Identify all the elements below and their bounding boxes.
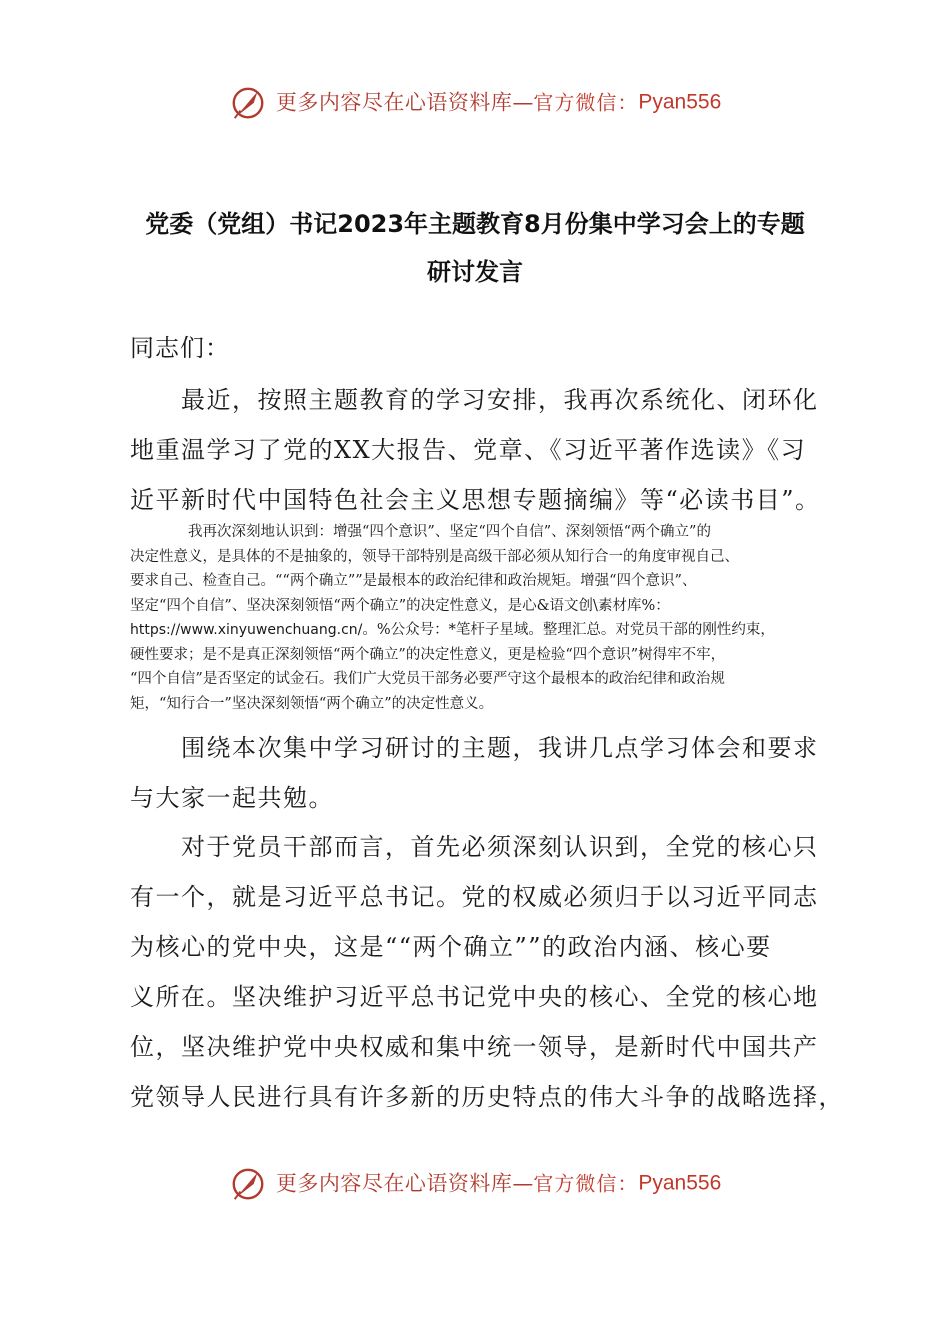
paragraph-line: 近平新时代中国特色社会主义思想专题摘编》等“必读书目”。 <box>130 486 821 514</box>
banner-wechat-label: 官方微信： <box>533 90 639 115</box>
small-line-rest: 。%公众号：*笔杆子星域。整理汇总。对党员干部的刚性约束， <box>362 622 775 638</box>
banner-dash: — <box>512 1171 534 1196</box>
small-line: 坚定“四个自信”、坚决深刻领悟“两个确立”的决定性意义，是心&语文创\素材库%： <box>130 597 670 614</box>
small-line <box>130 618 840 643</box>
paragraph-3 <box>130 723 832 823</box>
paragraph-line: 对于党员干部而言，首先必须深刻认识到，全党的核心只 <box>130 833 819 861</box>
title-line-2: 研讨发言 <box>427 258 523 286</box>
quill-pen-icon <box>229 84 267 122</box>
small-line: 硬性要求；是不是真正深刻领悟“两个确立”的决定性意义，更是检验“四个意识”树得牢不牢， <box>130 646 726 663</box>
paragraph-line: 围绕本次集中学习研讨的主题，我讲几点学习体会和要求 <box>130 734 819 762</box>
paragraph-1 <box>130 375 832 525</box>
paragraph-line: 为核心的党中央，这是““两个确立””的政治内涵、核心要 <box>130 933 772 961</box>
paragraph-line: 有一个，就是习近平总书记。党的权威必须归于以习近平同志 <box>130 883 819 911</box>
footer-banner <box>0 1163 950 1203</box>
paragraph-line: 党领导人民进行具有许多新的历史特点的伟大斗争的战略选择， <box>130 1083 844 1111</box>
banner-wechat-label: 官方微信： <box>533 1171 639 1196</box>
small-print-paragraph <box>130 520 840 716</box>
banner-dash: — <box>512 90 534 115</box>
header-banner <box>0 82 950 122</box>
document-title <box>100 200 850 296</box>
source-url: https://www.xinyuwenchuang.cn/ <box>130 622 363 638</box>
paragraph-line: 位，坚决维护党中央权威和集中统一领导，是新时代中国共产 <box>130 1033 819 1061</box>
greeting: 同志们： <box>130 334 230 362</box>
small-line: 要求自己、检查自己。““两个确立””是最根本的政治纪律和政治规矩。增强“四个意识”、 <box>130 573 697 589</box>
small-line: 我再次深刻地认识到：增强“四个意识”、坚定“四个自信”、深刻领悟“两个确立”的 <box>130 524 711 540</box>
small-line: 决定性意义，是具体的不是抽象的，领导干部特别是高级干部必须从知行合一的角度审视自己、 <box>130 548 739 565</box>
paragraph-line: 地重温学习了党的XX大报告、党章、《习近平著作选读》《习 <box>130 436 807 464</box>
small-line: 矩，“知行合一”坚决深刻领悟“两个确立”的决定性意义。 <box>130 695 494 712</box>
paragraph-line: 义所在。坚决维护习近平总书记党中央的核心、全党的核心地 <box>130 983 819 1011</box>
banner-wechat-id: Pyan556 <box>638 90 722 114</box>
small-line: “四个自信”是否坚定的试金石。我们广大党员干部务必要严守这个最根本的政治纪律和政治规 <box>130 671 725 687</box>
title-line-1: 党委（党组）书记2023年主题教育8月份集中学习会上的专题 <box>145 210 805 238</box>
paragraph-line: 与大家一起共勉。 <box>130 784 334 812</box>
banner-brand-text: 更多内容尽在心语资料库 <box>275 90 513 115</box>
paragraph-line: 最近，按照主题教育的学习安排，我再次系统化、闭环化 <box>130 386 819 414</box>
banner-brand-text: 更多内容尽在心语资料库 <box>275 1171 513 1196</box>
quill-pen-icon <box>229 1165 267 1203</box>
banner-wechat-id: Pyan556 <box>638 1171 722 1195</box>
paragraph-4 <box>130 822 844 1122</box>
